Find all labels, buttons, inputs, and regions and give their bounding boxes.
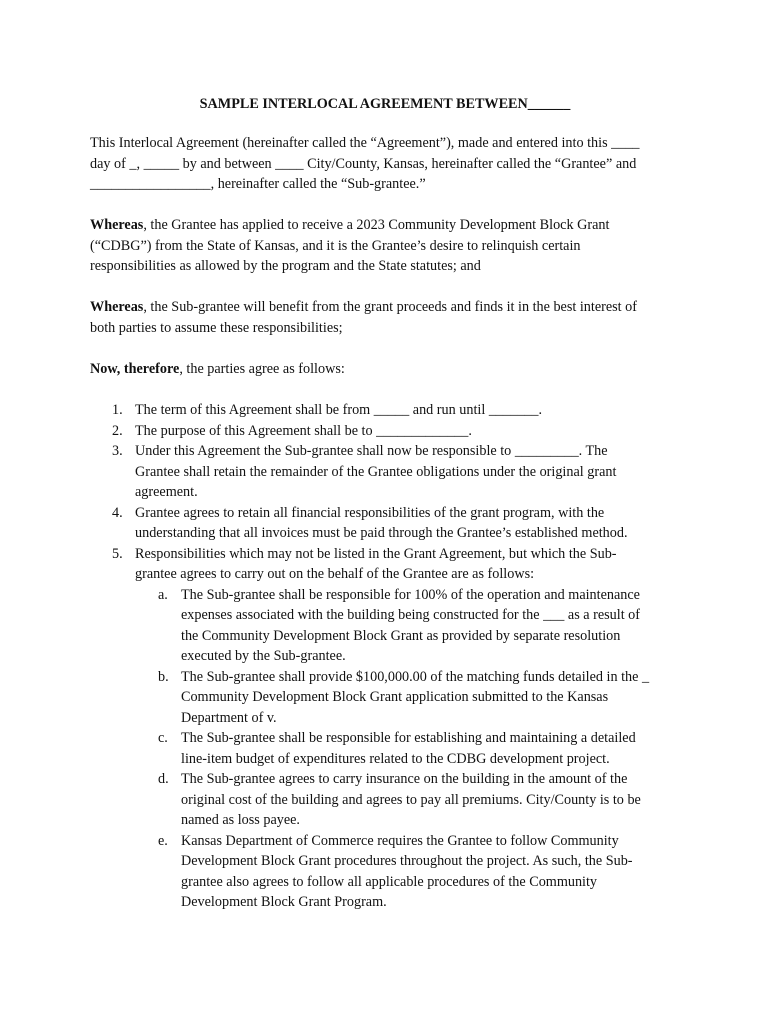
therefore-lead: Now, therefore [90, 361, 180, 377]
sub-list-line: The Sub-grantee shall provide $100,000.00 of the matching funds detailed in the _ [181, 668, 650, 685]
list-number: 3. [112, 443, 123, 459]
whereas-text: , the Sub-grantee will benefit from the grant proceeds and finds it in the best interest of [143, 299, 637, 315]
whereas-line: (“CDBG”) from the State of Kansas, and it is the Grantee’s desire to relinquish certain [90, 237, 581, 254]
whereas-lead: Whereas [90, 217, 144, 233]
list-item [90, 400, 682, 421]
sub-list-line: executed by the Sub-grantee. [181, 648, 346, 664]
intro-paragraph [90, 133, 682, 195]
intro-line: _________________, hereinafter called the “Sub-grantee.” [90, 176, 426, 192]
list-item [90, 421, 682, 442]
sub-list-line: The Sub-grantee agrees to carry insurance on the building in the amount of the [181, 771, 628, 787]
whereas-text: , the Grantee has applied to receive a 2023 Community Development Block Grant [143, 217, 610, 233]
sub-list-line: the Community Development Block Grant as provided by separate resolution [181, 627, 621, 644]
sub-list-line: named as loss payee. [181, 812, 300, 828]
sub-list-letter: e. [158, 832, 168, 849]
whereas-line [90, 297, 682, 318]
sub-list-line: Community Development Block Grant application submitted to the Kansas [181, 689, 609, 705]
sub-list-item [90, 769, 682, 831]
whereas-line: responsibilities as allowed by the program and the State statutes; and [90, 258, 481, 274]
sub-list-line: line-item budget of expenditures related to the CDBG development project. [181, 750, 610, 767]
sub-list-line: Development Block Grant Program. [181, 894, 387, 910]
intro-line: This Interlocal Agreement (hereinafter called the “Agreement”), made and entered into this ____ [90, 135, 640, 151]
list-item-line: agreement. [135, 484, 198, 500]
whereas-paragraph-2 [90, 297, 682, 338]
whereas-lead: Whereas [90, 299, 144, 315]
sub-list-item [90, 728, 682, 769]
document-title: SAMPLE INTERLOCAL AGREEMENT BETWEEN______ [199, 96, 571, 112]
whereas-paragraph-1 [90, 215, 682, 277]
whereas-line [90, 215, 682, 236]
whereas-line: both parties to assume these responsibilities; [90, 319, 343, 336]
sub-list-item [90, 831, 682, 913]
list-item-line: Responsibilities which may not be listed in the Grant Agreement, but which the Sub- [135, 545, 617, 562]
sub-list-line: Kansas Department of Commerce requires the Grantee to follow Community [181, 832, 619, 849]
list-item-line: Grantee shall retain the remainder of the Grantee obligations under the original grant [135, 463, 617, 480]
list-item [90, 503, 682, 544]
sub-list-line: grantee also agrees to follow all applicable procedures of the Community [181, 873, 598, 890]
intro-line: day of _, _____ by and between ____ City/County, Kansas, hereinafter called the “Grantee” and [90, 155, 637, 172]
sub-list-line: Development Block Grant procedures throughout the project. As such, the Sub- [181, 853, 633, 869]
list-item [90, 441, 682, 503]
list-item-line: Grantee agrees to retain all financial responsibilities of the grant program, with the [135, 504, 605, 521]
sub-list-line: expenses associated with the building being constructed for the ___ as a result of [181, 607, 641, 623]
list-item [90, 544, 682, 913]
sub-list-item [90, 667, 682, 729]
list-number: 2. [112, 422, 123, 439]
list-number: 4. [112, 504, 123, 521]
sub-list-letter: c. [158, 730, 168, 746]
therefore-line [90, 359, 682, 380]
sub-list-letter: d. [158, 771, 169, 787]
sub-list-letter: b. [158, 668, 169, 685]
sub-list-item [90, 585, 682, 667]
sub-list-line: original cost of the building and agrees to pay all premiums. City/County is to be [181, 791, 641, 808]
list-item-line: grantee agrees to carry out on the behalf of the Grantee are as follows: [135, 566, 535, 582]
list-item-line: The term of this Agreement shall be from _____ and run until _______. [135, 402, 543, 418]
list-number: 1. [112, 402, 123, 418]
agreement-terms-list [90, 400, 682, 913]
sub-list-line: Department of v. [181, 709, 277, 726]
list-item-line: Under this Agreement the Sub-grantee shall now be responsible to _________. The [135, 443, 608, 459]
sub-list-letter: a. [158, 586, 168, 603]
therefore-paragraph [90, 359, 682, 380]
list-number: 5. [112, 545, 123, 562]
sub-list-line: The Sub-grantee shall be responsible for establishing and maintaining a detailed [181, 730, 636, 746]
list-item-line: The purpose of this Agreement shall be to _____________. [135, 422, 472, 439]
therefore-text: , the parties agree as follows: [179, 361, 345, 377]
list-item-line: understanding that all invoices must be paid through the Grantee’s established method. [135, 525, 628, 541]
sub-list-line: The Sub-grantee shall be responsible for 100% of the operation and maintenance [181, 586, 640, 603]
